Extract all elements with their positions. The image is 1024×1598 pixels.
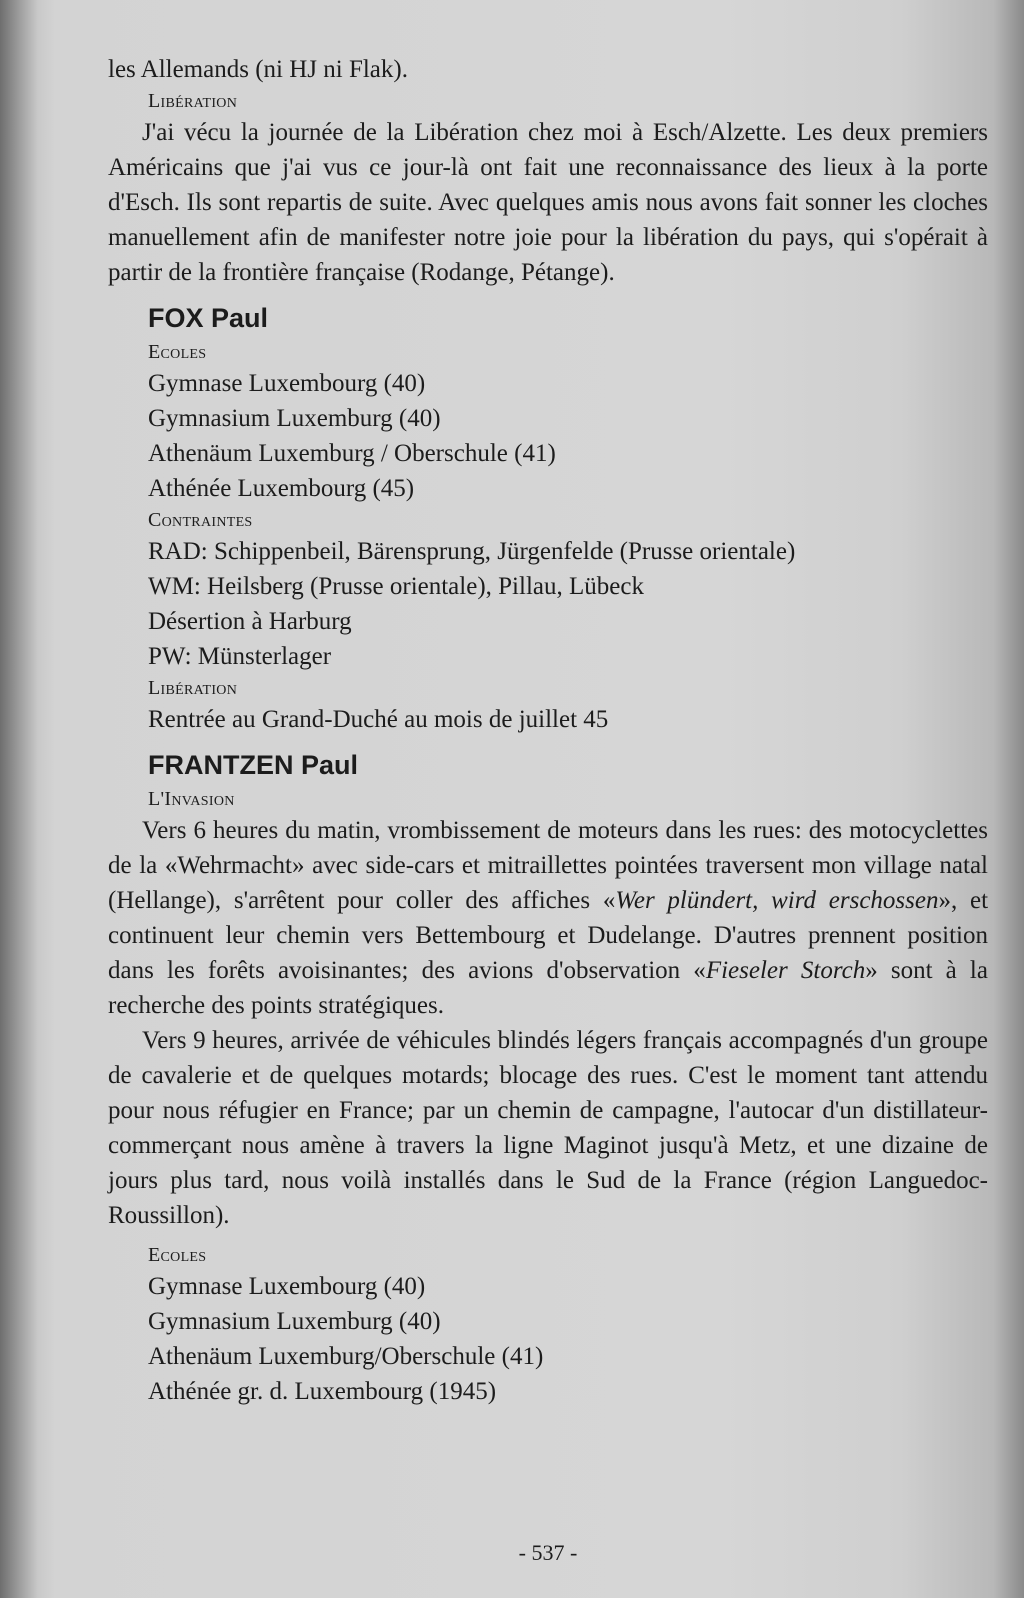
fox-preamble-liberation-heading: Libération: [148, 90, 238, 112]
fox-preamble-liberation-paragraph: J'ai vécu la journée de la Libération chez moi à Esch/Alzette. Les deux premiers Américains que j'ai vus ce jour-là ont fait une reconnaissance des lieux à la porte d'Esch. Ils sont repartis de suite. Avec quelques amis nous avons fait sonner les cloches manuellement afin de manifester notre joie pour la libération du pays, qui s'opérait à partir de la frontière française (Rodange, Pétange).: [108, 119, 988, 286]
frantzen-p1-part-b: », et continuent leur chemin vers Bettembourg et Dudelange. D'autres prennent position dans les forêts avoisinantes; des avions d'observation «: [108, 887, 989, 984]
page-number: - 537 -: [518, 1540, 578, 1565]
fox-entry: [108, 338, 988, 737]
book-page: [108, 52, 988, 1582]
fox-liberation-item: Rentrée au Grand-Duché au mois de juillet 45: [148, 706, 609, 733]
frantzen-p1-part-c: » sont à la recherche des points stratégiques.: [108, 957, 988, 1019]
frantzen-ecole-item: Athenäum Luxemburg/Oberschule (41): [148, 1343, 544, 1370]
fox-name-heading: FOX Paul: [148, 303, 269, 333]
frantzen-p1-italic-aircraft: Fieseler Storch: [705, 957, 866, 984]
fox-ecole-item: Gymnasium Luxemburg (40): [148, 405, 441, 432]
fox-liberation-heading: Libération: [148, 677, 238, 699]
fox-contrainte-item: Désertion à Harburg: [148, 608, 352, 635]
frantzen-name-heading: FRANTZEN Paul: [148, 750, 359, 780]
fox-ecole-item: Gymnase Luxembourg (40): [148, 370, 426, 397]
top-line: les Allemands (ni HJ ni Flak).: [108, 56, 408, 83]
fox-contrainte-item: PW: Münsterlager: [148, 643, 332, 670]
frantzen-ecole-item: Athénée gr. d. Luxembourg (1945): [148, 1378, 497, 1405]
frantzen-ecole-item: Gymnase Luxembourg (40): [148, 1273, 426, 1300]
fox-contrainte-item: RAD: Schippenbeil, Bärensprung, Jürgenfelde (Prusse orientale): [148, 538, 796, 565]
fox-contrainte-item: WM: Heilsberg (Prusse orientale), Pillau, Lübeck: [148, 573, 644, 600]
frantzen-ecole-item: Gymnasium Luxemburg (40): [148, 1308, 441, 1335]
frantzen-entry: [108, 1241, 988, 1409]
frantzen-invasion-paragraph-1: [108, 813, 988, 1023]
frantzen-p1-part-a: Vers 6 heures du matin, vrombissement de moteurs dans les rues: des motocyclettes de la «Wehrmacht» avec side-cars et mitraillettes pointées traversent mon village natal (Hellange), s'arrêtent pour coller des affiches «: [108, 817, 988, 914]
fox-ecole-item: Athenäum Luxemburg / Oberschule (41): [148, 440, 556, 467]
fox-ecole-item: Athénée Luxembourg (45): [148, 475, 415, 502]
fox-ecoles-heading: Ecoles: [148, 341, 207, 363]
fox-contraintes-heading: Contraintes: [148, 509, 253, 531]
frantzen-p1-italic-poster: Wer plündert, wird erschossen: [615, 887, 939, 914]
frantzen-invasion-paragraph-2: Vers 9 heures, arrivée de véhicules blindés légers français accompagnés d'un groupe de cavalerie et de quelques motards; blocage des rues. C'est le moment tant attendu pour nous réfugier en France; par un chemin de campagne, l'autocar d'un distillateur-commerçant nous amène à travers la ligne Maginot jusqu'à Metz, et une dizaine de jours plus tard, nous voilà installés dans le Sud de la France (région Languedoc-Roussillon).: [108, 1027, 988, 1229]
frantzen-ecoles-heading: Ecoles: [148, 1244, 207, 1266]
frantzen-invasion-heading: L'Invasion: [148, 788, 235, 810]
